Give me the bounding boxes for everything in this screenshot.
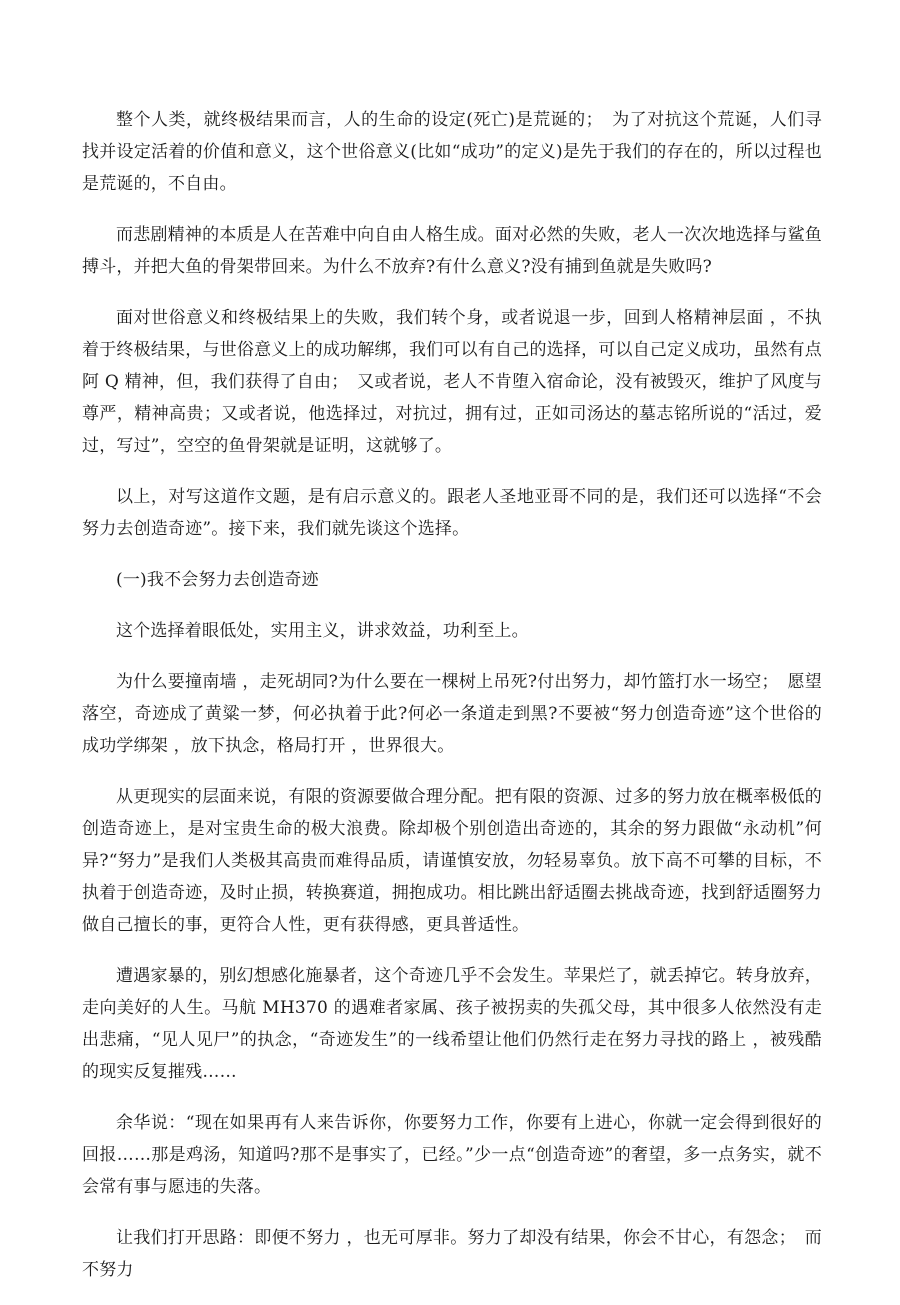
document-page (82, 104, 822, 1305)
paragraph-open-mind: 让我们打开思路：即便不努力 ，也无可厚非。努力了却没有结果，你会不甘心，有怨念； 而不努力 (82, 1228, 822, 1280)
paragraph-pragmatism: 这个选择着眼低处，实用主义，讲求效益，功利至上。 (116, 621, 529, 641)
paragraph-spiritual-level: 面对世俗意义和终极结果上的失败，我们转个身，或者说退一步，回到人格精神层面 ，不执着于终极结果，与世俗意义上的成功解绑，我们可以有自己的选择，可以自己定义成功，虽然有点阿 Q 精神，但，我们获得了自由； 又或者说，老人不肯堕入宿命论，没有被毁灭，维护了风度与尊严，精神高贵；又或者说，他选择过，对抗过，拥有过，正如司汤达的墓志铭所说的“活过，爱过，写过”，空空的鱼骨架就是证明，这就够了。 (82, 308, 822, 456)
paragraph-tragic-spirit: 而悲剧精神的本质是人在苦难中向自由人格生成。面对必然的失败，老人一次次地选择与鲨鱼搏斗，并把大鱼的骨架带回来。为什么不放弃?有什么意义?没有捕到鱼就是失败吗? (82, 225, 822, 277)
paragraph-essay-inspiration: 以上，对写这道作文题，是有启示意义的。跟老人圣地亚哥不同的是，我们还可以选择“不会努力去创造奇迹”。接下来，我们就先谈这个选择。 (82, 487, 822, 539)
paragraph-let-go: 为什么要撞南墙 ，走死胡同?为什么要在一棵树上吊死?付出努力，却竹篮打水一场空； 愿望落空，奇迹成了黄粱一梦，何必执着于此?何必一条道走到黑?不要被“努力创造奇迹”这个世俗的成功学绑架 ，放下执念，格局打开 ，世界很大。 (82, 672, 822, 756)
paragraph-examples: 遭遇家暴的，别幻想感化施暴者，这个奇迹几乎不会发生。苹果烂了，就丢掉它。转身放弃，走向美好的人生。马航 MH370 的遇难者家属、孩子被拐卖的失孤父母，其中很多人依然没有走出悲痛，“见人见尸”的执念，“奇迹发生”的一线希望让他们仍然行走在努力寻找的路上 ，被残酷的现实反复摧残…… (82, 966, 822, 1082)
paragraph-absurdity: 整个人类，就终极结果而言，人的生命的设定(死亡)是荒诞的； 为了对抗这个荒诞，人们寻找并设定活着的价值和意义，这个世俗意义(比如“成功”的定义)是先于我们的存在的，所以过程也是荒诞的，不自由。 (82, 110, 822, 194)
paragraph-resources: 从更现实的层面来说，有限的资源要做合理分配。把有限的资源、过多的努力放在概率极低的创造奇迹上，是对宝贵生命的极大浪费。除却极个别创造出奇迹的，其余的努力跟做“永动机”何异?“努力”是我们人类极其高贵而难得品质，请谨慎安放，勿轻易辜负。放下高不可攀的目标，不执着于创造奇迹，及时止损，转换赛道，拥抱成功。相比跳出舒适圈去挑战奇迹，找到舒适圈努力做自己擅长的事，更符合人性，更有获得感，更具普适性。 (82, 787, 822, 935)
section-heading-1: (一)我不会努力去创造奇迹 (116, 570, 319, 590)
paragraph-yu-hua-quote: 余华说：“现在如果再有人来告诉你，你要努力工作，你要有上进心，你就一定会得到很好的回报……那是鸡汤，知道吗?那不是事实了，已经。”少一点“创造奇迹”的奢望，多一点务实，就不会常有事与愿违的失落。 (82, 1113, 822, 1197)
